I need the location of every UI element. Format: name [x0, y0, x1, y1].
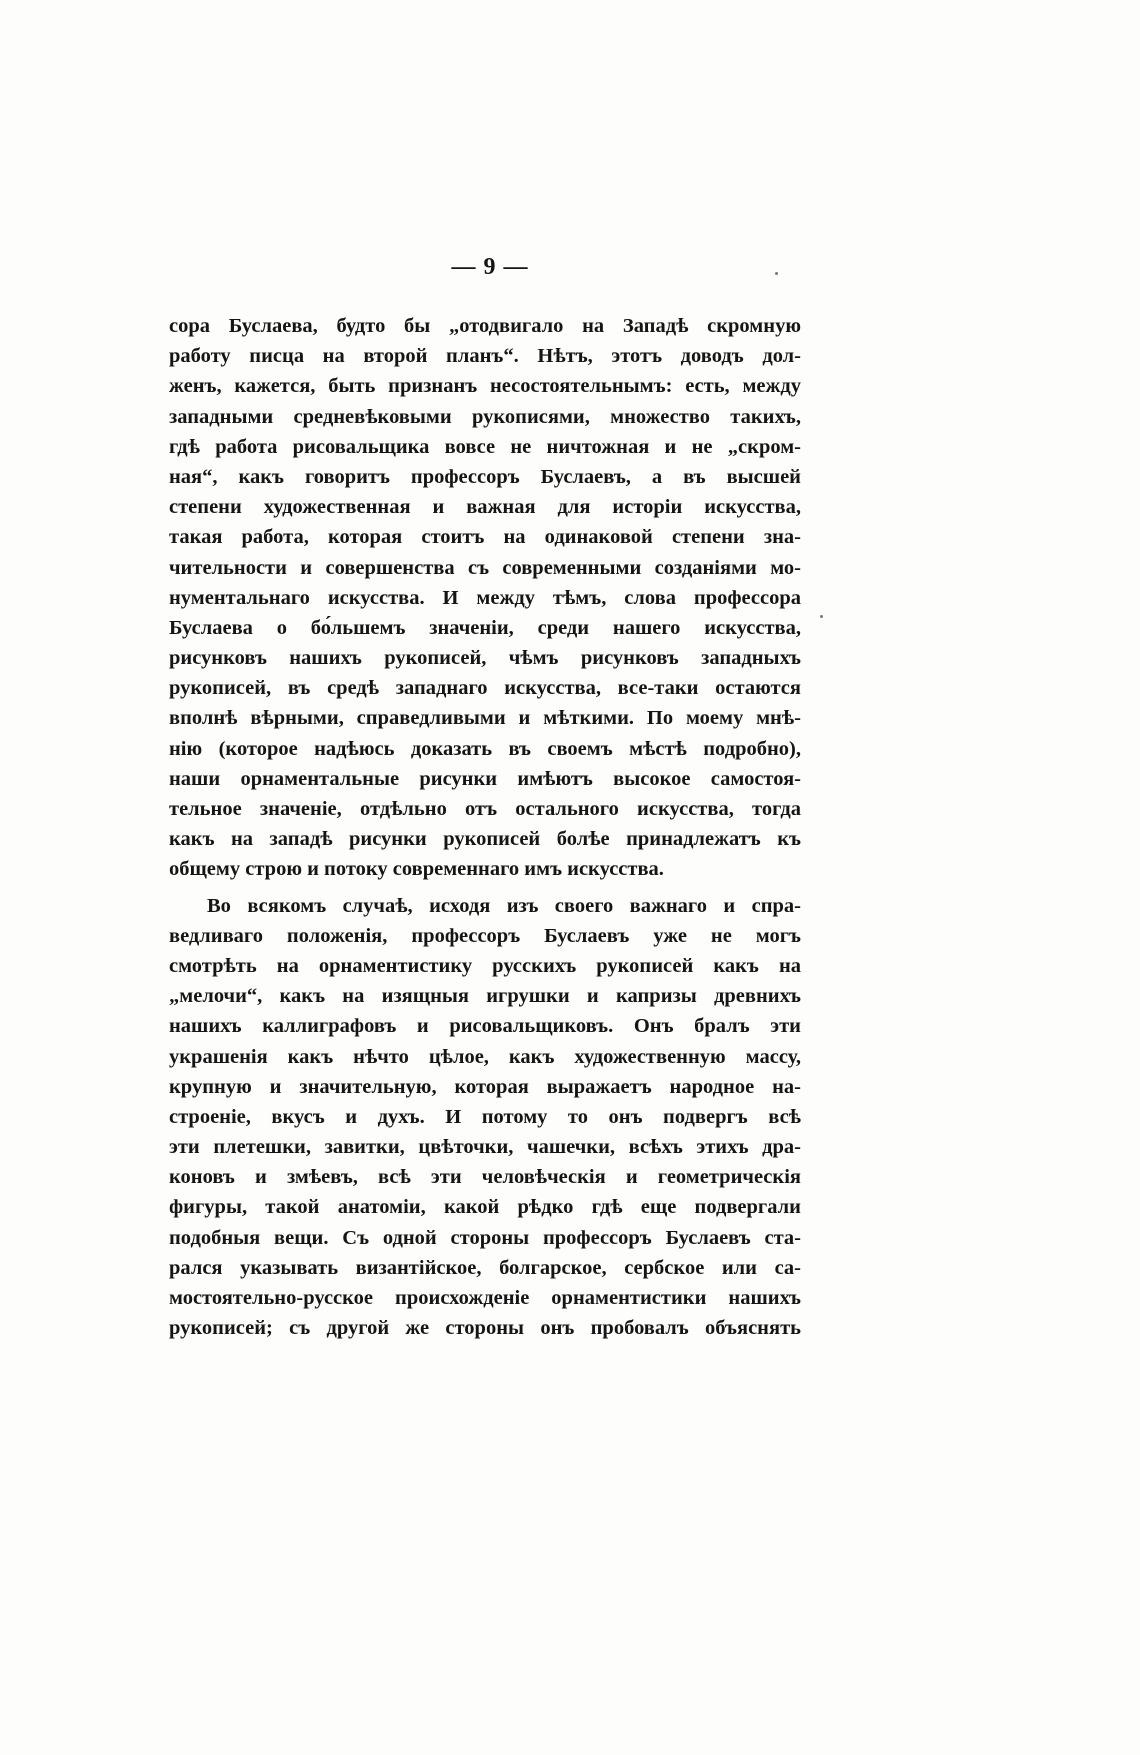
text-line: „мелочи“, какъ на изящныя игрушки и капризы древнихъ — [169, 985, 801, 1008]
text-line: мостоятельно-русское происхожденіе орнаментистики нашихъ — [169, 1287, 801, 1309]
text-line: работу писца на второй планъ“. Нѣтъ, этотъ доводъ дол- — [169, 345, 801, 368]
text-line: сора Буслаева, будто бы „отодвигало на Западѣ скромную — [169, 315, 801, 337]
text-line: общему строю и потоку современнаго имъ искусства. — [169, 858, 664, 881]
text-line: ведливаго положенія, профессоръ Буслаевъ уже не могъ — [169, 924, 801, 947]
text-line: западными средневѣковыми рукописями, множество такихъ, — [169, 405, 801, 428]
text-line: тельное значеніе, отдѣльно отъ остального искусства, тогда — [169, 798, 801, 820]
text-line: смотрѣть на орнаментистику русскихъ рукописей какъ на — [169, 954, 801, 977]
text-line: нашихъ каллиграфовъ и рисовальщиковъ. Онъ бралъ эти — [169, 1015, 801, 1038]
paragraph-1 — [169, 311, 801, 885]
text-line: наши орнаментальные рисунки имѣютъ высокое самостоя- — [169, 767, 801, 790]
text-line: строеніе, вкусъ и духъ. И потому то онъ подвергъ всѣ — [169, 1105, 801, 1128]
text-line: нію (которое надѣюсь доказать въ своемъ мѣстѣ подробно), — [169, 737, 801, 760]
text-line: фигуры, такой анатоміи, какой рѣдко гдѣ еще подвергали — [169, 1196, 801, 1219]
text-line: гдѣ работа рисовальщика вовсе не ничтожная и не „скром- — [169, 435, 801, 458]
text-line: подобныя вещи. Съ одной стороны профессоръ Буслаевъ ста- — [169, 1226, 801, 1249]
text-line: крупную и значительную, которая выражаетъ народное на- — [169, 1075, 801, 1098]
text-line: какъ на западѣ рисунки рукописей болѣе принадлежатъ къ — [169, 828, 801, 851]
text-line: рукописей; съ другой же стороны онъ пробовалъ объяснять — [169, 1317, 801, 1340]
text-line: рукописей, въ средѣ западнаго искусства, все-таки остаются — [169, 677, 801, 700]
text-line: нументальнаго искусства. И между тѣмъ, слова профессора — [169, 586, 801, 609]
body-text — [169, 311, 801, 1343]
text-line: чительности и совершенства съ современными созданіями мо- — [169, 556, 801, 579]
paragraph-2 — [169, 891, 801, 1344]
text-line: такая работа, которая стоитъ на одинаковой степени зна- — [169, 526, 801, 549]
text-line: Во всякомъ случаѣ, исходя изъ своего важнаго и спра- — [207, 894, 801, 917]
scan-speck — [775, 272, 778, 275]
text-line: рисунковъ нашихъ рукописей, чѣмъ рисунковъ западныхъ — [169, 647, 801, 670]
scan-speck — [820, 615, 823, 618]
text-line: степени художественная и важная для исторіи искусства, — [169, 496, 801, 519]
text-line: женъ, кажется, быть признанъ несостоятельнымъ: есть, между — [169, 375, 801, 398]
text-line: вполнѣ вѣрными, справедливыми и мѣткими. По моему мнѣ- — [169, 707, 801, 730]
text-line: Буслаева о бо́льшемъ значеніи, среди нашего искусства, — [169, 616, 801, 639]
text-line: эти плетешки, завитки, цвѣточки, чашечки, всѣхъ этихъ дра- — [169, 1136, 801, 1159]
text-line: коновъ и змѣевъ, всѣ эти человѣческія и геометрическія — [169, 1166, 801, 1189]
text-line: украшенія какъ нѣчто цѣлое, какъ художественную массу, — [169, 1045, 801, 1068]
text-line: рался указывать византійское, болгарское, сербское или са- — [169, 1256, 801, 1279]
page-number: — 9 — — [451, 254, 529, 280]
text-line: ная“, какъ говоритъ профессоръ Буслаевъ, а въ высшей — [169, 465, 801, 488]
